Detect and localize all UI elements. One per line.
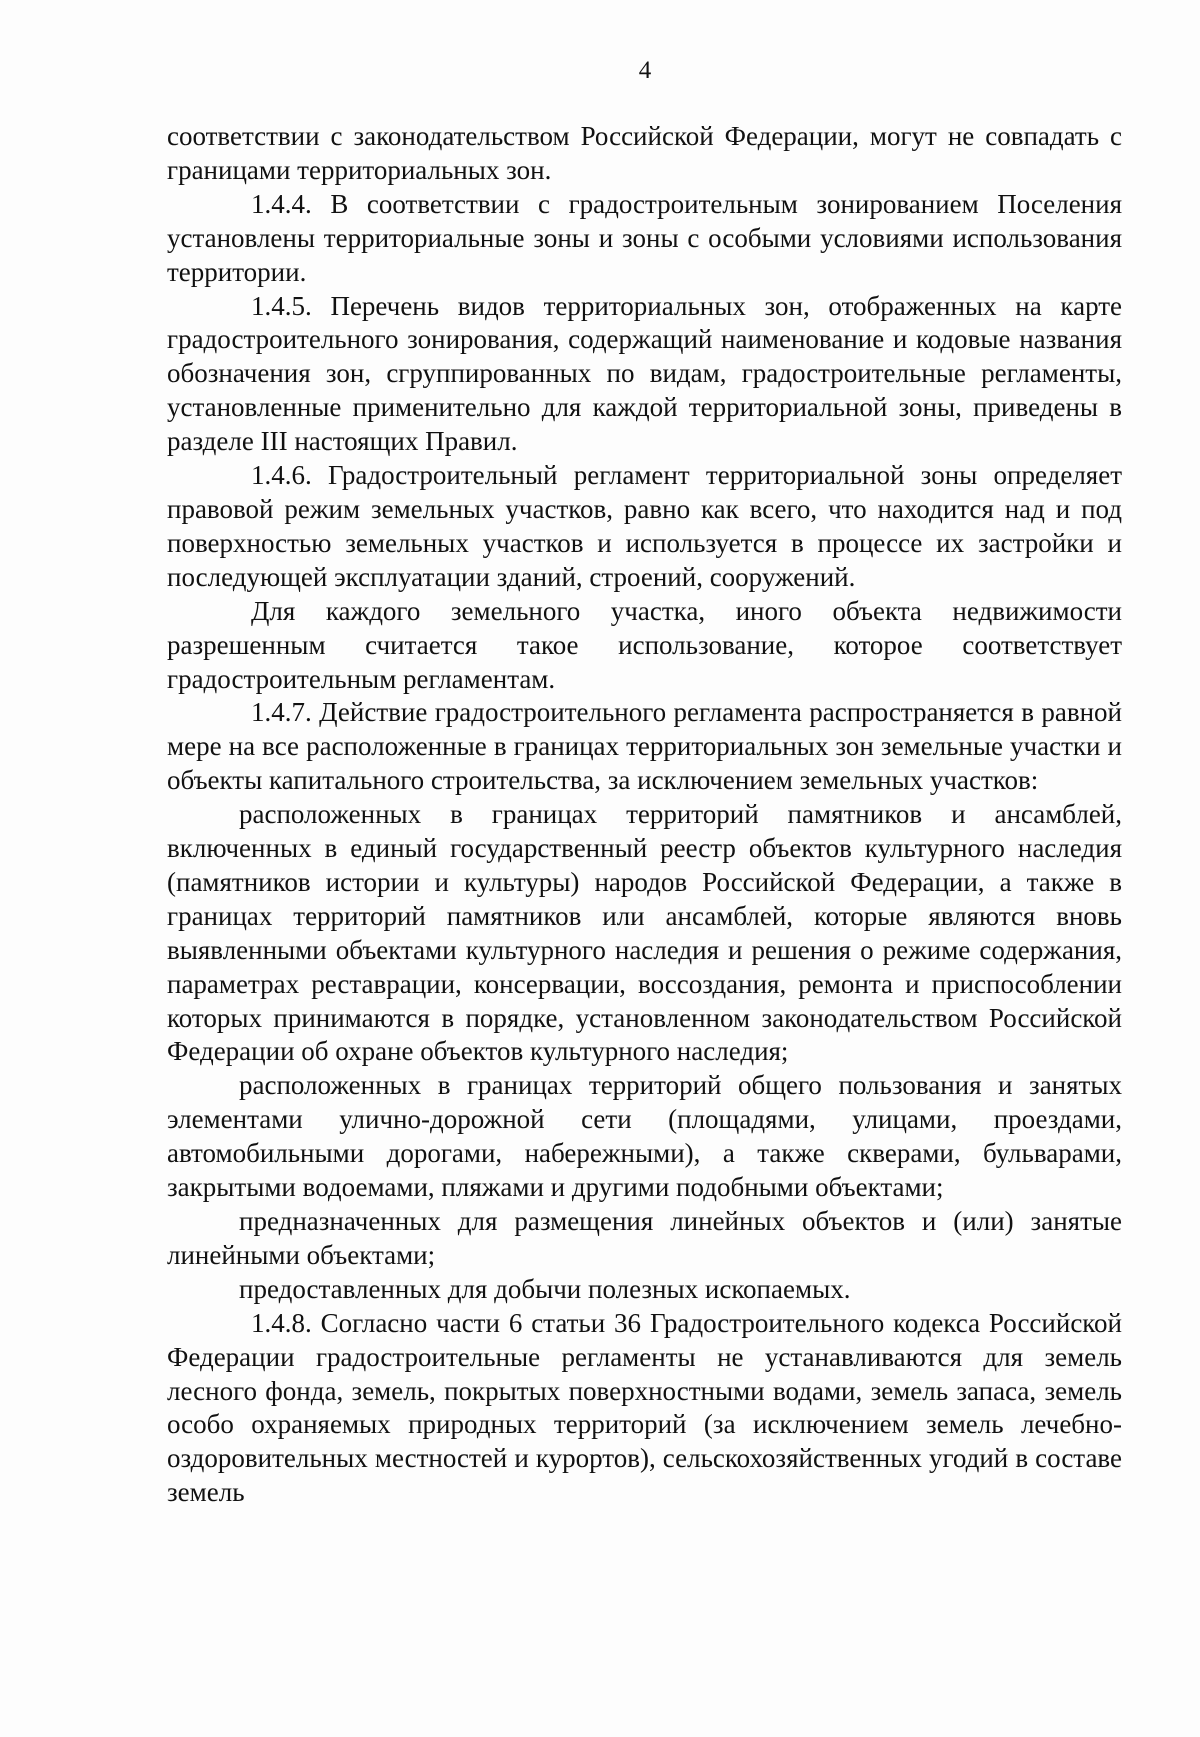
list-item-linear-objects: предназначенных для размещения линейных объектов и (или) занятые линейными объектами; xyxy=(167,1206,1122,1270)
list-item-mineral-extraction: предоставленных для добычи полезных ископаемых. xyxy=(239,1273,851,1304)
clause-1-4-6: 1.4.6. Градостроительный регламент территориальной зоны определяет правовой режим земельных участков, равно как всего, что находится над и под поверхностью земельных участков и используется в процессе их застройки и последующей эксплуатации зданий, строений, сооружений. xyxy=(167,460,1122,592)
page-number: 4 xyxy=(638,57,652,84)
clause-1-4-7: 1.4.7. Действие градостроительного регламента распространяется в равной мере на все расположенные в границах территориальных зон земельные участки и объекты капитального строительства, за исключением земельных участков: xyxy=(167,697,1122,796)
paragraph-continuation: соответствии с законодательством Российской Федерации, могут не совпадать с границами территориальных зон. xyxy=(167,121,1122,185)
clause-1-4-4: 1.4.4. В соответствии с градостроительным зонированием Поселения установлены территориальные зоны и зоны с особыми условиями использования территории. xyxy=(167,188,1122,287)
clause-1-4-8: 1.4.8. Согласно части 6 статьи 36 Градостроительного кодекса Российской Федерации градостроительные регламенты не устанавливаются для земель лесного фонда, земель, покрытых поверхностными водами, земель запаса, земель особо охраняемых природных территорий (за исключением земель лечебно-оздоровительных местностей и курортов), сельскохозяйственных угодий в составе земель xyxy=(167,1307,1122,1508)
list-item-public-use: расположенных в границах территорий общего пользования и занятых элементами улично-дорожной сети (площадями, улицами, проездами, автомобильными дорогами, набережными), а также скверами, бульварами, закрытыми водоемами, пляжами и другими подобными объектами; xyxy=(167,1070,1122,1203)
clause-1-4-5: 1.4.5. Перечень видов территориальных зон, отображенных на карте градостроительного зонирования, содержащий наименование и кодовые названия обозначения зон, сгруппированных по видам, градостроительные регламенты, установленные применительно для каждой территориальной зоны, приведены в разделе III настоящих Правил. xyxy=(167,290,1122,457)
list-item-cultural-heritage: расположенных в границах территорий памятников и ансамблей, включенных в единый государственный реестр объектов культурного наследия (памятников истории и культуры) народов Российской Федерации, а также в границах территорий памятников или ансамблей, которые являются вновь выявленными объектами культурного наследия и решения о режиме содержания, параметрах реставрации, консервации, воссоздания, ремонта и приспособлении которых принимаются в порядке, установленном законодательством Российской Федерации об охране объектов культурного наследия; xyxy=(167,799,1122,1067)
paragraph-permitted-use: Для каждого земельного участка, иного объекта недвижимости разрешенным считается такое использование, которое соответствует градостроительным регламентам. xyxy=(167,595,1122,694)
document-body xyxy=(167,120,1122,1510)
